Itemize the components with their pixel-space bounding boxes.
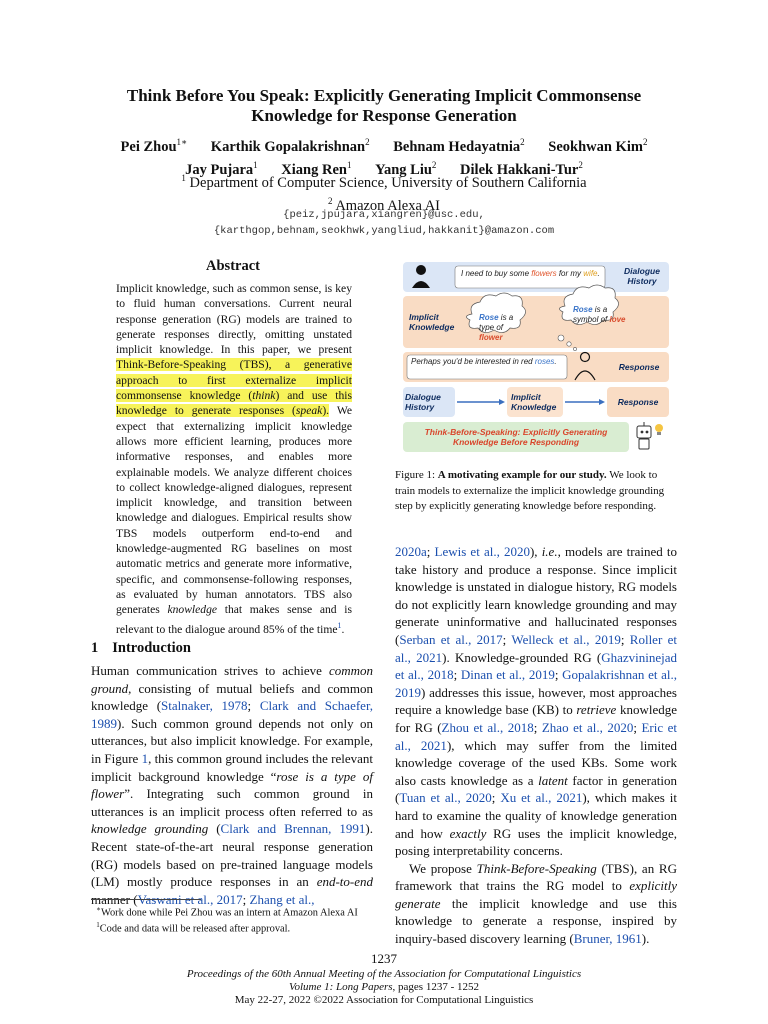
citation-link[interactable]: Vaswani et al., 2017 <box>137 891 243 907</box>
author: Karthik Gopalakrishnan$^2$ <box>210 137 370 155</box>
citation-link[interactable]: Welleck et al., 2019 <box>511 631 621 647</box>
citation-link[interactable]: Zhao et al., 2020 <box>541 719 634 735</box>
title-line-2: Knowledge for Response Generation <box>251 106 517 125</box>
tbs-banner-text: Think-Before-Speaking: Explicitly Generating Knowledge Before Responding <box>424 427 608 447</box>
citation-link[interactable]: Zhou et al., 2018 <box>441 719 534 735</box>
paragraph: We propose Think-Before-Speaking (TBS), an RG framework that trains the RG model to explicitly generate the implicit knowledge and use this knowledge to generate a response, inspired by inquiry-based discovery learning (Bruner, 1961). <box>395 860 677 947</box>
lightbulb-icon <box>655 424 663 432</box>
author: Seokhwan Kim$^2$ <box>548 137 648 155</box>
page-number: 1237 <box>371 951 397 966</box>
citation-link[interactable]: Clark and Schaefer, 1989 <box>91 698 374 731</box>
citation-link[interactable]: 2020a <box>395 544 427 559</box>
figure-link[interactable]: 1 <box>141 750 149 766</box>
author: Behnam Hedayatnia$^2$ <box>393 137 525 155</box>
citation-link[interactable]: Clark and Brennan, 1991 <box>220 821 366 837</box>
author: Xiang Ren$^1$ <box>281 159 352 178</box>
author-row-1 <box>60 133 708 156</box>
intro-column-left: Human communication strives to achieve common ground, consisting of mutual beliefs and common knowledge (Stalnaker, 1978; Clark and Schaefer, 1989). Such common ground depends not only on utterances, but also implicit knowledge. For example, in Figure 1, this common ground includes the relevant implicit background knowledge “rose is a type of flower”. Integrating such common ground in utterances is an implicit process often referred to as knowledge grounding (Clark and Brennan, 1991). Recent state-of-the-art neural response generation (RG) models based on pre-trained language models (LM) mostly produce responses in an end-to-end manner (Vaswani et al., 2017; Zhang et al., <box>91 663 374 907</box>
citation-link[interactable]: Zhang et al., <box>249 891 315 907</box>
response-text: Perhaps you'd be interested in red roses. <box>411 357 557 366</box>
citation-link[interactable]: Tuan et al., 2020 <box>399 790 492 806</box>
author: Jay Pujara$^1$ <box>185 159 258 178</box>
footnote-1: ∗Work done while Pei Zhou was an intern at Amazon Alexa AI <box>96 905 358 919</box>
citation-link[interactable]: Gopalakrishnan et al., 2019 <box>395 667 677 700</box>
email-line-1: {peiz,jpujara,xiangren}@usc.edu, <box>283 209 485 221</box>
flow-history-label: Dialogue History <box>405 392 441 412</box>
affiliation-2: $^2$ Amazon Alexa AI <box>327 195 441 214</box>
author: Dilek Hakkani-Tur$^2$ <box>460 159 583 178</box>
paper-title <box>60 86 708 126</box>
knowledge-1-text: Rose is a type of flower <box>479 313 514 342</box>
affiliation-1: $^1$ Department of Computer Science, University of Southern California <box>181 173 587 191</box>
proceedings-footer <box>0 968 768 1007</box>
flow-knowledge-label: Implicit Knowledge <box>511 392 557 412</box>
intro-column-right <box>395 543 677 948</box>
flow-response-label: Response <box>617 397 659 407</box>
utterance-text: I need to buy some flowers for my wife. <box>461 269 600 278</box>
response-label: Response <box>618 362 660 372</box>
dialogue-history-label: Dialogue History <box>624 266 660 286</box>
footer-line-1: Proceedings of the 60th Annual Meeting of the Association for Computational Linguistics <box>186 968 582 980</box>
footer-line-2: Volume 1: Long Papers, pages 1237 - 1252 <box>288 981 480 993</box>
author: Yang Liu$^2$ <box>375 159 437 178</box>
knowledge-2-text: Rose is a symbol of love <box>573 305 626 324</box>
citation-link[interactable]: Serban et al., 2017 <box>399 631 503 647</box>
citation-link[interactable]: Eric et al., 2021 <box>395 719 677 753</box>
citation-link[interactable]: Bruner, 1961 <box>573 931 642 947</box>
footer-line-3: May 22-27, 2022 ©2022 Association for Computational Linguistics <box>234 994 534 1006</box>
citation-link[interactable]: Ghazvininejad et al., 2018 <box>395 649 677 683</box>
citation-link[interactable]: Xu et al., 2021 <box>500 790 583 806</box>
author-emails <box>60 207 708 239</box>
section-heading-introduction: 1 Introduction <box>91 640 191 656</box>
robot-icon <box>637 426 651 438</box>
footnotes <box>91 903 373 936</box>
footnote-rule <box>91 899 201 900</box>
footnote-2: $^1$Code and data will be released after approval. <box>96 921 291 935</box>
citation-link[interactable]: Dinan et al., 2019 <box>460 667 555 683</box>
footnote-ref[interactable]: 1 <box>337 620 342 630</box>
title-line-1: Think Before You Speak: Explicitly Generating Implicit Commonsense <box>126 86 642 105</box>
implicit-knowledge-label: Implicit Knowledge <box>409 312 455 332</box>
abstract-body: Implicit knowledge, such as common sense, is key to fluid human conversations. Current neural response generation (RG) models are trained to generate responses directly, omitting unstated implicit knowledge. In this paper, we present Think-Before-Speaking (TBS), a generative approach to first externalize implicit commonsense knowledge (think) and use this knowledge to generate responses (speak). We expect that externalizing implicit knowledge allows more efficient learning, produces more informative responses, and enables more explainable models. We analyze different choices to collect knowledge-aligned dialogues, represent implicit knowledge, and transition between knowledge and dialogues. Empirical results show TBS models outperform end-to-end and knowledge-augmented RG baselines on most automatic metrics and generate more informative, specific, and commonsense-following responses, as evaluated by human annotators. TBS also generates knowledge that makes sense and is relevant to the dialogue around 85% of the time$^1$. <box>116 282 352 636</box>
citation-link[interactable]: Roller et al., 2021 <box>395 631 677 665</box>
email-line-2: {karthgop,behnam,seokhwk,yangliud,hakkanit}@amazon.com <box>213 225 555 237</box>
person-icon <box>416 265 426 275</box>
paragraph: 2020a; Lewis et al., 2020), i.e., models are trained to take history and produce a response. Since implicit knowledge is unstated in dialogue history, RG models do not explicitly learn knowledge grounding and may generate uninformative and hallucinated responses (Serban et al., 2017; Welleck et al., 2019; Roller et al., 2021). Knowledge-grounded RG (Ghazvininejad et al., 2018; Dinan et al., 2019; Gopalakrishnan et al., 2019) addresses this issue, however, most approaches require a knowledge base (KB) to retrieve knowledge for RG (Zhou et al., 2018; Zhao et al., 2020; Eric et al., 2021), which may suffer from the limited knowledge coverage of the used KBs. Some work also casts knowledge as a latent factor in generation (Tuan et al., 2020; Xu et al., 2021), which makes it hard to examine the quality of knowledge generation and how exactly RG uses the implicit knowledge, posing interpretability concerns. <box>395 544 677 859</box>
abstract-heading: Abstract <box>206 258 260 274</box>
citation-link[interactable]: Stalnaker, 1978 <box>161 698 248 714</box>
author: Pei Zhou$^{1∗}$ <box>120 137 188 155</box>
figure-1 <box>397 256 675 460</box>
highlighted-text: Think-Before-Speaking (TBS), a generative approach to first externalize implicit commonsense knowledge (think) and use this knowledge to generate responses (speak). <box>116 358 352 418</box>
figure-caption: Figure 1: A motivating example for our study. We look to train models to externalize the implicit knowledge grounding step by explicitly generating knowledge before responding. <box>395 469 665 512</box>
citation-link[interactable]: Lewis et al., 2020 <box>434 544 530 559</box>
